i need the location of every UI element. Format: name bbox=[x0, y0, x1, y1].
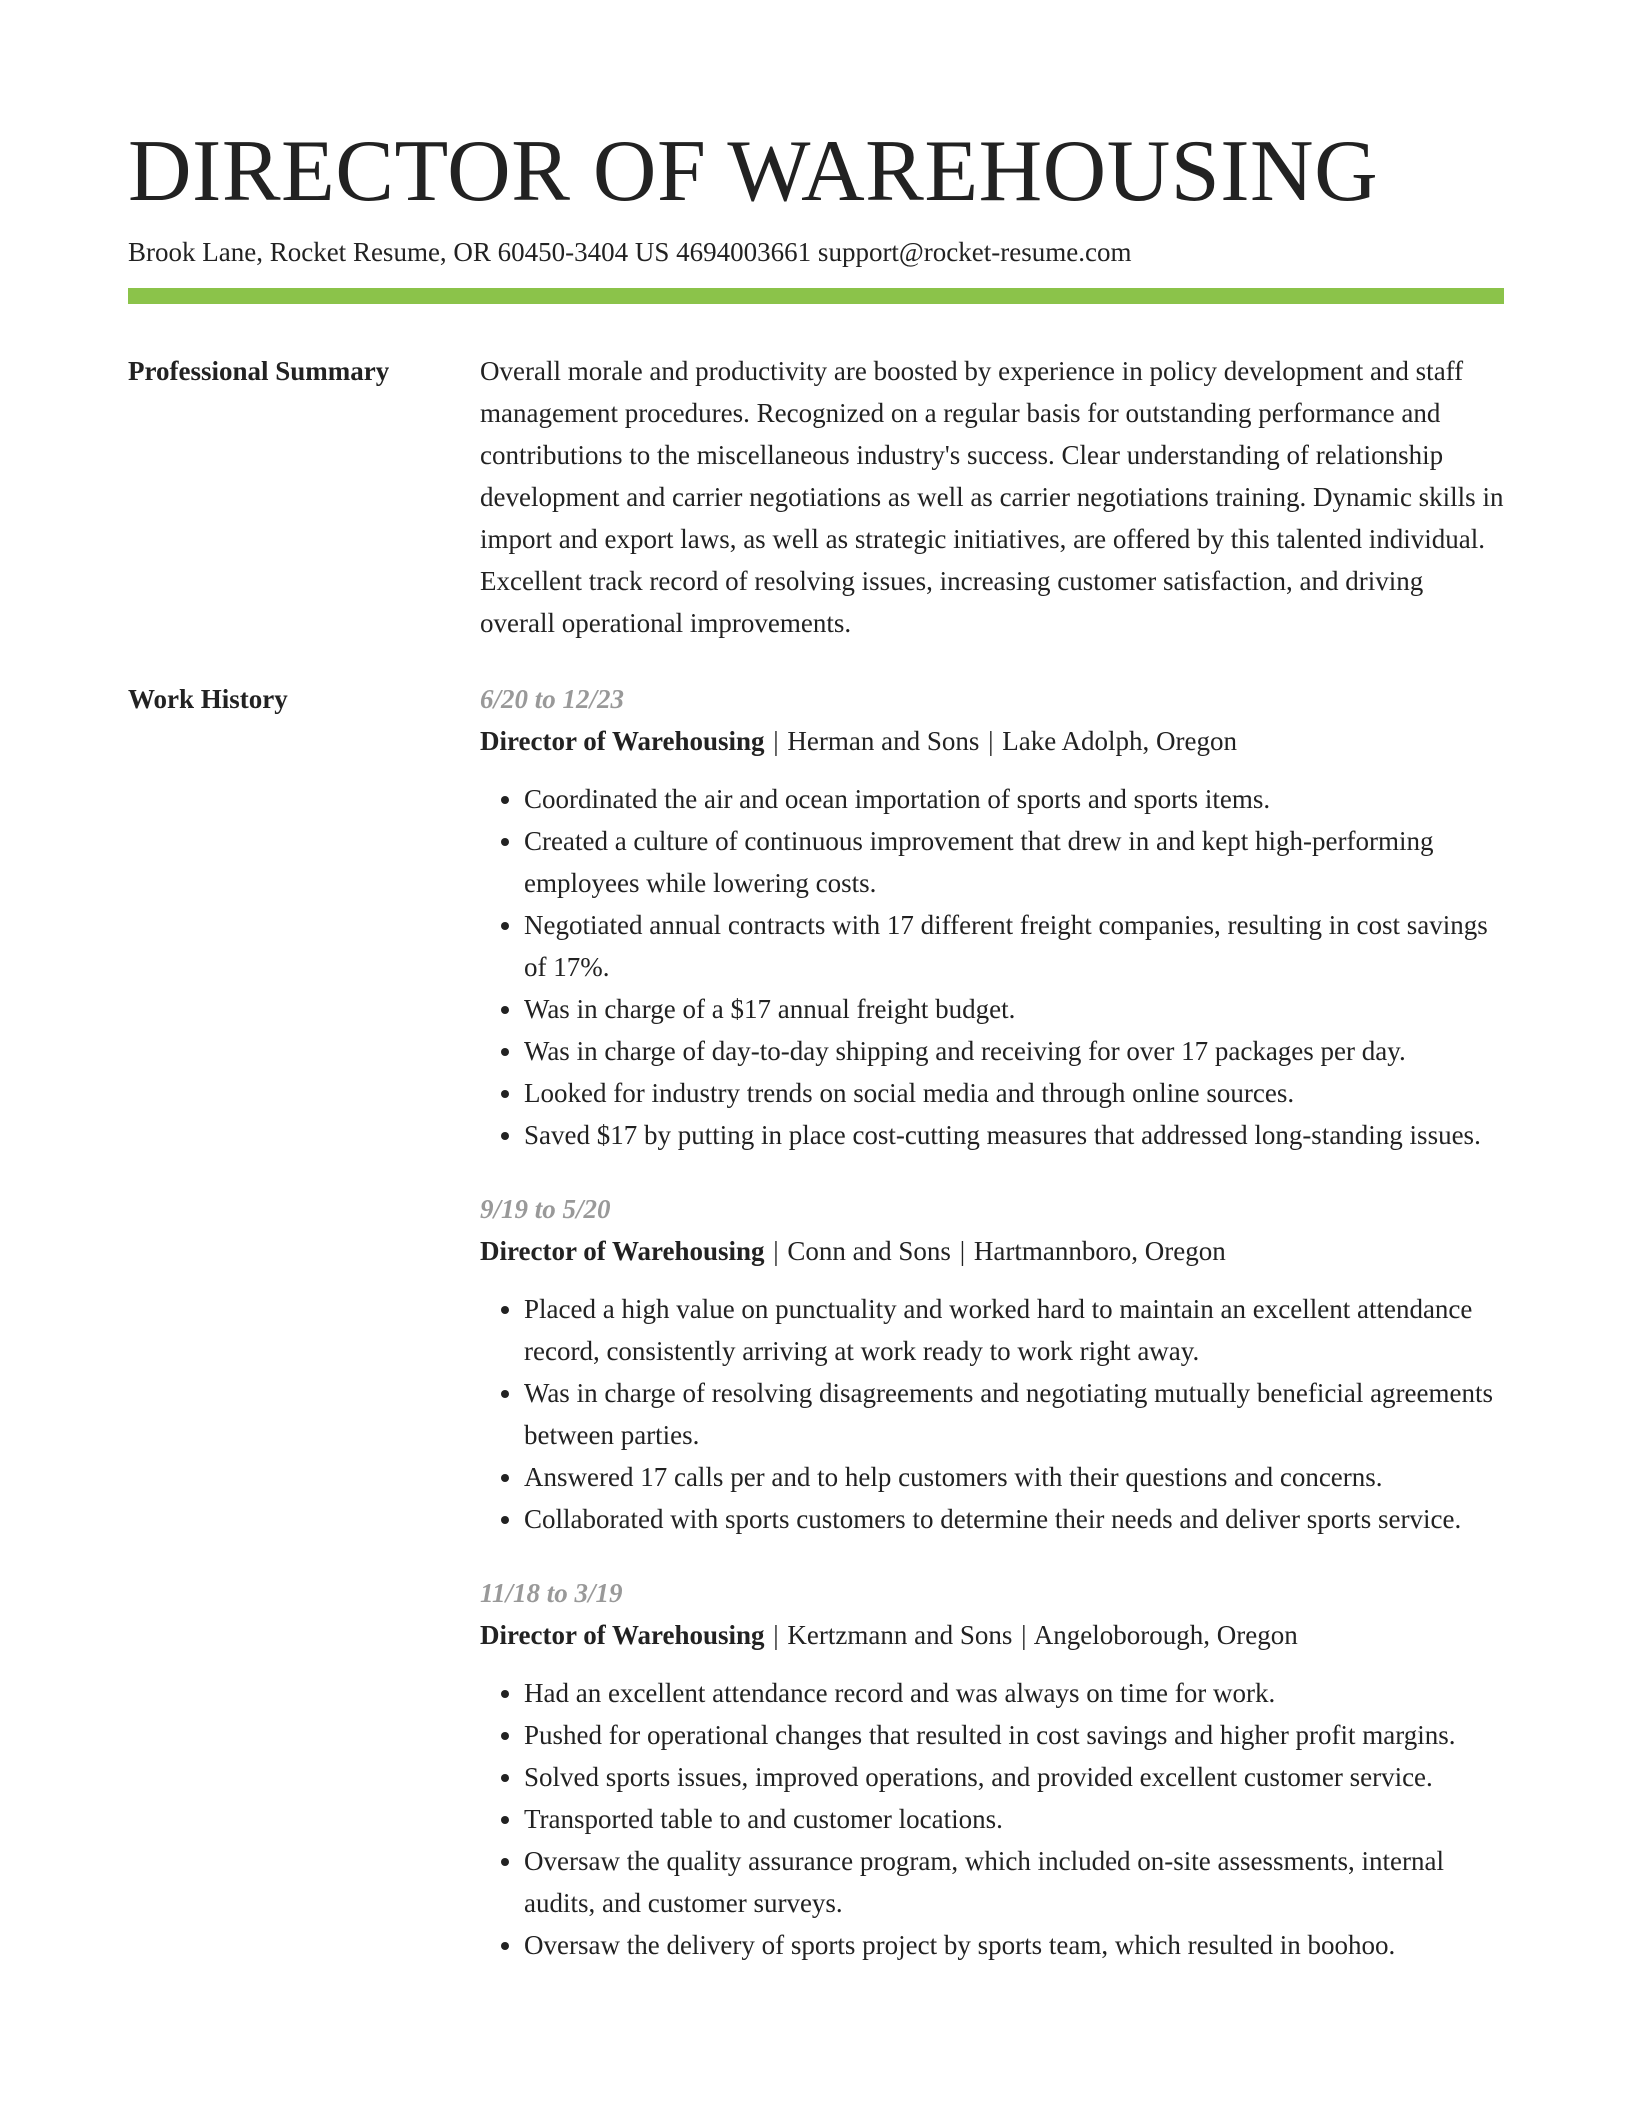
job-entry bbox=[480, 1572, 1504, 1966]
separator: | bbox=[773, 1236, 779, 1266]
job-heading bbox=[480, 720, 1504, 762]
job-bullets bbox=[480, 1288, 1504, 1540]
job-bullets bbox=[480, 778, 1504, 1156]
job-bullet: • Looked for industry trends on social media and through online sources. bbox=[524, 1072, 1504, 1114]
separator: | bbox=[773, 726, 779, 756]
job-dates: 11/18 to 3/19 bbox=[480, 1578, 623, 1608]
job-title: Director of Warehousing bbox=[480, 1620, 765, 1650]
job-title: Director of Warehousing bbox=[480, 726, 765, 756]
section-label-work-history: Work History bbox=[128, 684, 288, 714]
separator: | bbox=[988, 726, 994, 756]
job-bullet: • Was in charge of day-to-day shipping and receiving for over 17 packages per day. bbox=[524, 1030, 1504, 1072]
separator: | bbox=[1021, 1620, 1027, 1650]
professional-summary-section bbox=[128, 350, 1504, 644]
work-history-list bbox=[480, 678, 1504, 1966]
job-bullet: • Coordinated the air and ocean importation of sports and sports items. bbox=[524, 778, 1504, 820]
job-bullet: • Pushed for operational changes that resulted in cost savings and higher profit margins. bbox=[524, 1714, 1504, 1756]
job-heading bbox=[480, 1614, 1504, 1656]
job-bullet: • Transported table to and customer locations. bbox=[524, 1798, 1504, 1840]
job-entry bbox=[480, 678, 1504, 1156]
job-bullet: • Saved $17 by putting in place cost-cutting measures that addressed long-standing issues. bbox=[524, 1114, 1504, 1156]
job-bullet: • Placed a high value on punctuality and worked hard to maintain an excellent attendance record, consistently arriving at work ready to work right away. bbox=[524, 1288, 1504, 1372]
job-bullet: • Negotiated annual contracts with 17 different freight companies, resulting in cost savings of 17%. bbox=[524, 904, 1504, 988]
job-location: Angeloborough, Oregon bbox=[1033, 1620, 1298, 1650]
job-location: Lake Adolph, Oregon bbox=[1002, 726, 1237, 756]
job-bullet: • Oversaw the quality assurance program, which included on-site assessments, internal audits, and customer surveys. bbox=[524, 1840, 1504, 1924]
job-dates: 6/20 to 12/23 bbox=[480, 684, 625, 714]
job-heading bbox=[480, 1230, 1504, 1272]
job-bullets bbox=[480, 1672, 1504, 1966]
job-location: Hartmannboro, Oregon bbox=[973, 1236, 1226, 1266]
job-bullet: • Solved sports issues, improved operations, and provided excellent customer service. bbox=[524, 1756, 1504, 1798]
job-bullet: • Collaborated with sports customers to determine their needs and deliver sports service. bbox=[524, 1498, 1504, 1540]
summary-text: Overall morale and productivity are boosted by experience in policy development and staff management procedures. Recognized on a regular basis for outstanding performance and contributions to the miscellaneous industry's success. Clear understanding of relationship development and carrier negotiations as well as carrier negotiations training. Dynamic skills in import and export laws, as well as strategic initiatives, are offered by this talented individual. Excellent track record of resolving issues, increasing customer satisfaction, and driving overall operational improvements. bbox=[480, 356, 1504, 638]
job-company: Conn and Sons bbox=[787, 1236, 951, 1266]
header-divider bbox=[128, 288, 1504, 304]
job-entry bbox=[480, 1188, 1504, 1540]
job-dates: 9/19 to 5/20 bbox=[480, 1194, 611, 1224]
job-company: Kertzmann and Sons bbox=[787, 1620, 1013, 1650]
contact-line: Brook Lane, Rocket Resume, OR 60450-3404 US 4694003661 support@rocket-resume.com bbox=[128, 237, 1132, 267]
resume-title: DIRECTOR OF WAREHOUSING bbox=[128, 123, 1379, 220]
separator: | bbox=[773, 1620, 779, 1650]
resume-page bbox=[128, 0, 1504, 1966]
job-bullet: • Answered 17 calls per and to help customers with their questions and concerns. bbox=[524, 1456, 1504, 1498]
separator: | bbox=[959, 1236, 966, 1266]
job-bullet: • Was in charge of resolving disagreements and negotiating mutually beneficial agreements between parties. bbox=[524, 1372, 1504, 1456]
job-bullet: • Had an excellent attendance record and was always on time for work. bbox=[524, 1672, 1504, 1714]
job-bullet: • Created a culture of continuous improvement that drew in and kept high-performing employees while lowering costs. bbox=[524, 820, 1504, 904]
job-bullet: • Was in charge of a $17 annual freight budget. bbox=[524, 988, 1504, 1030]
job-title: Director of Warehousing bbox=[480, 1236, 765, 1266]
job-company: Herman and Sons bbox=[787, 726, 980, 756]
work-history-section bbox=[128, 678, 1504, 1966]
job-bullet: • Oversaw the delivery of sports project by sports team, which resulted in boohoo. bbox=[524, 1924, 1504, 1966]
section-label-summary: Professional Summary bbox=[128, 356, 390, 386]
